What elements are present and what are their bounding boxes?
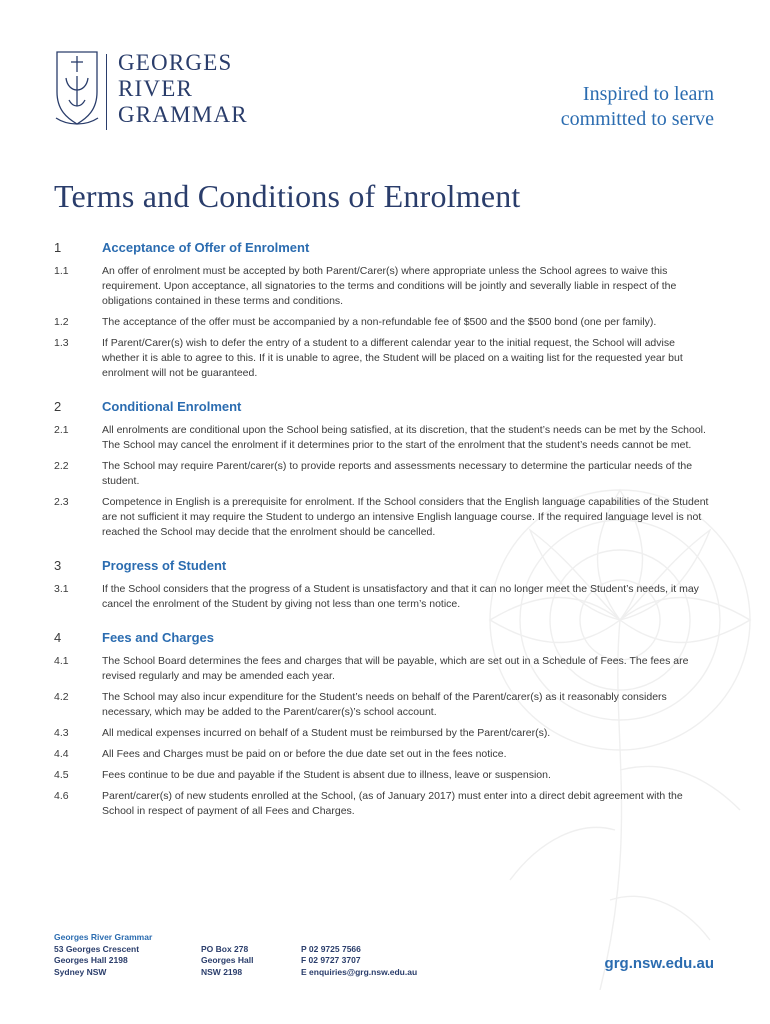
clause	[54, 690, 714, 720]
clause-number: 1.2	[54, 316, 69, 328]
clause-text: All medical expenses incurred on behalf of a Student must be reimbursed by the Parent/carer(s).	[102, 727, 551, 739]
school-name-wordmark: GEORGES RIVER GRAMMAR	[118, 50, 248, 127]
clause	[54, 789, 714, 819]
clause-number: 4.1	[54, 655, 69, 667]
section-number: 4	[54, 630, 62, 645]
footer-phone: P 02 9725 7566	[301, 943, 361, 954]
clause	[54, 423, 714, 453]
footer-school-name: Georges River Grammar	[54, 932, 153, 942]
clause	[54, 582, 714, 612]
section-heading	[54, 630, 714, 645]
footer-street-address: Georges River Grammar 53 Georges Crescent Georges Hall 2198 Sydney NSW	[54, 932, 153, 977]
section-number: 1	[54, 240, 62, 255]
clause-number: 3.1	[54, 583, 69, 595]
clause	[54, 654, 714, 684]
clause-number: 1.1	[54, 265, 69, 277]
clause-number: 2.2	[54, 460, 69, 472]
section-heading	[54, 558, 714, 573]
clause-number: 4.3	[54, 727, 69, 739]
clause-text: Competence in English is a prerequisite for enrolment. If the School considers that the English language capabilities of the Student are not sufficient it may require the Student to undergo an intensive English language course. If the required language level is not reached the School may decide that the enrolment should be cancelled.	[102, 496, 709, 538]
clause-text: All enrolments are conditional upon the School being satisfied, at its discretion, that the student’s needs can be met by the School. The School may cancel the enrolment if it determines prior to the start of the enrolment that the student’s needs cannot be met.	[102, 424, 706, 451]
clause	[54, 726, 714, 741]
website-link[interactable]: grg.nsw.edu.au	[604, 955, 714, 972]
clause-text: The acceptance of the offer must be accompanied by a non-refundable fee of $500 and the $500 bond (one per family).	[102, 316, 657, 328]
footer-fax: F 02 9727 3707	[301, 955, 361, 965]
section-heading	[54, 240, 714, 255]
clause	[54, 495, 714, 540]
clause-text: If Parent/Carer(s) wish to defer the entry of a student to a different calendar year to the initial request, the School will advise whether it is able to agree to this. If it is unable to agree, the Student will be placed on a waiting list for the requested year but enrolment will not be guaranteed.	[102, 337, 683, 379]
clause	[54, 336, 714, 381]
clause-number: 4.6	[54, 790, 69, 802]
clause	[54, 459, 714, 489]
footer-email-link[interactable]: E enquiries@grg.nsw.edu.au	[301, 966, 418, 977]
clause-number: 1.3	[54, 337, 69, 349]
school-crest-icon	[54, 48, 100, 132]
clause-number: 2.3	[54, 496, 69, 508]
section-progress	[54, 558, 714, 612]
clause-number: 2.1	[54, 424, 69, 436]
clause-text: Parent/carer(s) of new students enrolled at the School, (as of January 2017) must enter into a direct debit agreement with the School in respect of payment of all Fees and Charges.	[102, 790, 683, 817]
section-title: Conditional Enrolment	[102, 399, 242, 414]
clause-text: All Fees and Charges must be paid on or before the due date set out in the fees notice.	[102, 748, 507, 760]
clause-text: The School Board determines the fees and charges that will be payable, which are set out in a Schedule of Fees. The fees are revised regularly and may be amended each year.	[102, 655, 689, 682]
section-title: Fees and Charges	[102, 630, 214, 645]
clause-number: 4.4	[54, 748, 69, 760]
section-conditional-enrolment	[54, 399, 714, 540]
school-tagline: Inspired to learn committed to serve	[560, 83, 714, 130]
clause-number: 4.2	[54, 691, 69, 703]
clause	[54, 315, 714, 330]
section-title: Acceptance of Offer of Enrolment	[102, 240, 310, 255]
clause	[54, 747, 714, 762]
section-number: 2	[54, 399, 62, 414]
section-fees	[54, 630, 714, 819]
footer-postal-address: PO Box 278 Georges Hall NSW 2198	[201, 943, 254, 977]
school-logo	[54, 48, 294, 136]
terms-content	[54, 240, 714, 837]
clause-text: Fees continue to be due and payable if the Student is absent due to illness, leave or suspension.	[102, 769, 551, 781]
section-title: Progress of Student	[102, 558, 227, 573]
clause-text: The School may require Parent/carer(s) to provide reports and assessments necessary to determine the particular needs of the student.	[102, 460, 693, 487]
page-title: Terms and Conditions of Enrolment	[54, 178, 521, 214]
section-number: 3	[54, 558, 62, 573]
clause	[54, 264, 714, 309]
footer-contact	[301, 944, 417, 979]
clause-text: The School may also incur expenditure for the Student’s needs on behalf of the Parent/carer(s) as it reasonably considers necessary, which may be added to the Parent/carer(s)’s school account.	[102, 691, 667, 718]
clause-text: An offer of enrolment must be accepted by both Parent/Carer(s) where appropriate unless the School agrees to waive this requirement. Upon acceptance, all signatories to the terms and conditions will be jointly and severally liable in respect of the obligations contained in these terms and conditions.	[102, 265, 677, 307]
logo-divider	[106, 54, 107, 130]
section-heading	[54, 399, 714, 414]
clause-number: 4.5	[54, 769, 69, 781]
section-acceptance	[54, 240, 714, 381]
clause	[54, 768, 714, 783]
clause-text: If the School considers that the progress of a Student is unsatisfactory and that it can no longer meet the Student’s needs, it may cancel the enrolment of the Student by giving not less than one term’s notice.	[102, 583, 699, 610]
